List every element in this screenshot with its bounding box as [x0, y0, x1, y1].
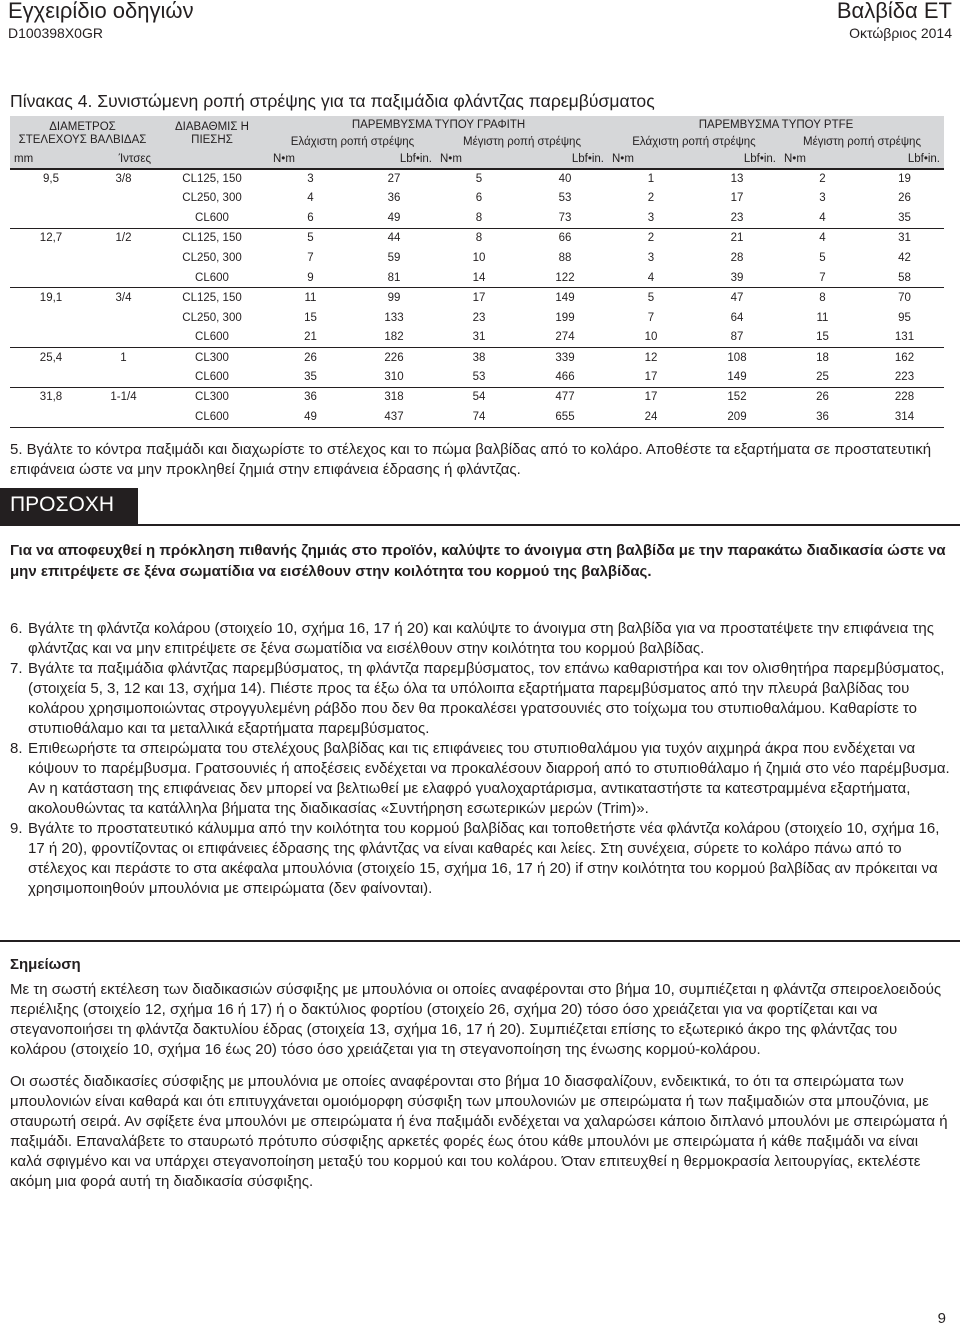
torque-value-cell: 21 — [730, 232, 744, 245]
torque-value-cell: 655 — [522, 407, 608, 427]
header-unit-lbfin: Lbf•in. — [352, 151, 436, 169]
step-number: 9. — [10, 820, 23, 837]
product-name: Βαλβίδα ET — [836, 0, 952, 23]
torque-value-cell: 35 — [269, 367, 352, 387]
diameter-inches-cell — [92, 248, 155, 268]
torque-value-cell: 87 — [694, 328, 780, 348]
diameter-mm-cell — [10, 208, 92, 228]
pressure-class-cell: CL600 — [155, 268, 269, 288]
pressure-class-cell: CL300 — [195, 391, 229, 404]
diameter-mm-cell: 12,7 — [39, 232, 63, 245]
torque-value-cell: 4 — [307, 192, 314, 205]
torque-value-cell: 49 — [269, 407, 352, 427]
torque-value-cell: 11 — [816, 311, 829, 324]
torque-value-cell: 339 — [555, 351, 575, 364]
torque-value-cell: 5 — [647, 292, 655, 305]
diameter-mm-cell: 9,5 — [43, 172, 59, 185]
torque-value-cell: 24 — [608, 407, 694, 427]
torque-value-cell: 15 — [304, 311, 317, 324]
torque-value-cell: 223 — [865, 367, 944, 387]
torque-value-cell: 274 — [522, 328, 608, 348]
torque-value-cell: 3 — [608, 208, 694, 228]
torque-value-cell: 31 — [898, 232, 911, 245]
torque-value-cell: 10 — [608, 328, 694, 348]
table-row — [10, 367, 944, 387]
page-header — [8, 0, 952, 50]
torque-value-cell: 73 — [522, 208, 608, 228]
torque-value-cell: 66 — [558, 232, 572, 245]
pressure-class-cell: CL125, 150 — [182, 172, 242, 185]
torque-value-cell: 58 — [865, 268, 944, 288]
table-row — [10, 288, 944, 308]
table-row — [10, 208, 944, 228]
torque-value-cell: 1 — [647, 172, 655, 185]
diameter-inches-cell — [92, 208, 155, 228]
torque-value-cell: 25 — [780, 367, 865, 387]
torque-value-cell: 53 — [558, 192, 572, 205]
torque-value-cell: 6 — [475, 192, 483, 205]
pressure-class-cell: CL300 — [195, 351, 229, 364]
torque-value-cell: 437 — [352, 407, 436, 427]
torque-value-cell: 199 — [555, 311, 575, 324]
torque-value-cell: 466 — [522, 367, 608, 387]
header-unit-inches: Ίντσες — [92, 151, 155, 169]
torque-value-cell: 49 — [352, 208, 436, 228]
torque-value-cell: 133 — [384, 311, 404, 324]
diameter-inches-cell — [92, 308, 155, 328]
diameter-inches-cell — [92, 188, 155, 208]
torque-value-cell: 3 — [819, 192, 826, 205]
header-ptfe-max-torque: Μέγιστη ροπή στρέψης — [780, 134, 944, 152]
caution-text: Για να αποφευχθεί η πρόκληση πιθανής ζημιάς στο προϊόν, καλύψτε το άνοιγμα στη βαλβίδα με την παρακάτω διαδικασία ώστε να μην επιτρέψετε σε ξένα σωματίδια να εισέλθουν στην κοιλότητα του κορμού της βαλβίδας. — [10, 542, 946, 580]
torque-value-cell: 17 — [608, 367, 694, 387]
table-row — [10, 348, 944, 368]
manual-title: Εγχειρίδιο οδηγιών — [8, 0, 194, 23]
page-number: 9 — [937, 1310, 946, 1327]
torque-value-cell: 5 — [307, 232, 314, 245]
step-number: 8. — [10, 740, 23, 757]
torque-value-cell: 14 — [436, 268, 522, 288]
torque-value-cell: 131 — [865, 328, 944, 348]
torque-value-cell: 36 — [387, 192, 401, 205]
pressure-class-cell: CL125, 150 — [182, 292, 242, 305]
diameter-mm-cell: 25,4 — [39, 351, 63, 364]
torque-value-cell: 8 — [819, 292, 826, 305]
diameter-mm-cell — [10, 248, 92, 268]
publication-date: Οκτώβριος 2014 — [849, 25, 952, 41]
torque-value-cell: 13 — [730, 172, 744, 185]
torque-value-cell: 11 — [304, 292, 317, 305]
document-number: D100398X0GR — [8, 25, 103, 41]
torque-table — [10, 116, 944, 428]
table-row — [10, 248, 944, 268]
torque-value-cell: 4 — [608, 268, 694, 288]
header-ptfe-packing: ΠΑΡΕΜΒΥΣΜΑ ΤΥΠΟΥ PTFE — [608, 116, 944, 134]
table-row — [10, 407, 944, 427]
header-unit-lbfin: Lbf•in. — [522, 151, 608, 169]
header-blank — [155, 151, 269, 169]
torque-value-cell: 149 — [555, 292, 575, 305]
note-body — [10, 980, 950, 1204]
torque-value-cell: 54 — [472, 391, 486, 404]
note-label: Σημείωση — [10, 956, 81, 973]
header-unit-nm: N•m — [269, 151, 352, 169]
step-text: Βγάλτε τα παξιμάδια φλάντζας παρεμβύσματος, τη φλάντζα παρεμβύσματος, τον επάνω καθαριστήρα και τον ολισθητήρα παρεμβύσματος, (στοιχεία 5, 3, 12 και 13, σχήμα 14). Πιέστε προς τα έξω όλα τα υπόλοιπα εξαρτήματα παρεμβύσματος από την πλευρά βαλβίδας του κολάρου χρησιμοποιώντας στρογγυλεμένη ράβδο που δεν θα προκαλέσει γρατσουνιές στο τοίχωμα του στυπιοθαλάμου. Καθαρίστε το στυπιοθάλαμο και τα μεταλλικά εξαρτήματα παρεμβύσματος. — [28, 660, 945, 737]
torque-value-cell: 23 — [472, 311, 486, 324]
torque-value-cell: 17 — [472, 292, 486, 305]
torque-value-cell: 47 — [730, 292, 744, 305]
torque-value-cell: 53 — [436, 367, 522, 387]
torque-value-cell: 4 — [819, 232, 826, 245]
header-unit-lbfin: Lbf•in. — [865, 151, 944, 169]
step-8 — [10, 739, 950, 819]
torque-value-cell: 39 — [694, 268, 780, 288]
torque-value-cell: 17 — [644, 391, 658, 404]
torque-value-cell: 12 — [644, 351, 658, 364]
torque-value-cell: 74 — [436, 407, 522, 427]
pressure-class-cell: CL600 — [155, 407, 269, 427]
torque-value-cell: 9 — [269, 268, 352, 288]
diameter-mm-cell — [10, 308, 92, 328]
torque-value-cell: 8 — [475, 232, 483, 245]
torque-value-cell: 2 — [647, 232, 655, 245]
note-divider — [0, 940, 960, 942]
torque-value-cell: 3 — [647, 252, 655, 264]
step-number: 7. — [10, 660, 23, 677]
pressure-class-cell: CL600 — [155, 208, 269, 228]
torque-value-cell: 99 — [387, 292, 401, 305]
table-row — [10, 228, 944, 248]
header-pressure-class: ΔΙΑΒΑΘΜΙΣ Η ΠΙΕΣΗΣ — [155, 116, 269, 151]
torque-value-cell: 182 — [352, 328, 436, 348]
table-title: Πίνακας 4. Συνιστώμενη ροπή στρέψης για τα παξιμάδια φλάντζας παρεμβύσματος — [10, 91, 655, 111]
step-9 — [10, 819, 950, 899]
step-6 — [10, 619, 950, 659]
torque-value-cell: 95 — [898, 311, 911, 324]
torque-value-cell: 122 — [522, 268, 608, 288]
caution-label: ΠΡΟΣΟΧΗ — [0, 488, 138, 526]
torque-value-cell: 108 — [727, 351, 747, 364]
torque-value-cell: 40 — [558, 172, 572, 185]
torque-value-cell: 36 — [304, 391, 317, 404]
torque-value-cell: 35 — [865, 208, 944, 228]
pressure-class-cell: CL250, 300 — [182, 311, 242, 324]
diameter-inches-cell — [92, 268, 155, 288]
diameter-mm-cell — [10, 407, 92, 427]
header-unit-nm: N•m — [436, 151, 522, 169]
header-stem-diameter: ΔΙΑΜΕΤΡΟΣ ΣΤΕΛΕΧΟΥΣ ΒΑΛΒΙΔΑΣ — [10, 116, 155, 151]
torque-value-cell: 152 — [727, 391, 747, 404]
torque-value-cell: 477 — [555, 391, 575, 404]
torque-value-cell: 59 — [387, 252, 401, 264]
header-graphite-min-torque: Ελάχιστη ροπή στρέψης — [269, 134, 436, 152]
table-row — [10, 328, 944, 348]
torque-value-cell: 31 — [436, 328, 522, 348]
diameter-inches-cell — [92, 407, 155, 427]
diameter-mm-cell — [10, 268, 92, 288]
table-row — [10, 188, 944, 208]
torque-value-cell: 27 — [387, 172, 401, 185]
step-text: Επιθεωρήστε τα σπειρώματα του στελέχους βαλβίδας και τις επιφάνειες του στυπιοθαλάμου για τυχόν αιχμηρά άκρα που ενδέχεται να κόψουν το παρέμβυσμα. Γρατσουνιές ή αποξέσεις ενδέχεται να προκαλέσουν διαρροή από το στυπιοθάλαμο ή ζημιά στο νέο παρέμβυσμα. Αν η κατάσταση της επιφάνειας δεν μπορεί να βελτιωθεί με ελαφρό γυαλοχαρτάρισμα, αντικαταστήστε τα κατεστραμμένα εξαρτήματα, ακολουθώντας τα κατάλληλα βήματα της διαδικασίας «Συντήρηση εσωτερικών μερών (Trim)». — [28, 740, 950, 817]
torque-value-cell: 4 — [780, 208, 865, 228]
torque-value-cell: 26 — [816, 391, 829, 404]
header-unit-nm: N•m — [780, 151, 865, 169]
torque-value-cell: 5 — [819, 252, 826, 264]
table-row — [10, 169, 944, 189]
diameter-mm-cell: 19,1 — [39, 292, 63, 305]
note-paragraph: Οι σωστές διαδικασίες σύσφιξης με μπουλόνια με οποίες αναφέρονται στο βήμα 10 διασφαλίζουν, ενδεικτικά, το ότι τα σπειρώματα των μπουλονιών είναι καθαρά και ότι επιτυγχάνεται ομοιόμορφη σύσφιξη των μπουλονιών με σπειρώματα ή των παξιμαδιών στα μπουζόνια, με σταυρωτή σειρά. Αν σφίξετε ένα μπουλόνι με σπειρώματα ή ένα παξιμάδι ενδέχεται να χαλαρώσει κάποιο διπλανό μπουλόνι με σπειρώματα ή παξιμάδι. Επαναλάβετε το σταυρωτό πρότυπο σύσφιξης αρκετές φορές έως ότου κάθε μπουλόνι με σπειρώματα ή κάθε παξιμάδι να είναι καλά σφιγμένο και να υπάρχει στεγανοποίηση μεταξύ του κορμού και του κολάρου. Όταν επιτευχθεί η θερμοκρασία λειτουργίας, εκτελέστε ακόμη μια φορά αυτή τη διαδικασία σύσφιξης. — [10, 1073, 948, 1190]
diameter-mm-cell — [10, 188, 92, 208]
pressure-class-cell: CL250, 300 — [182, 252, 242, 264]
header-ptfe-min-torque: Ελάχιστη ροπή στρέψης — [608, 134, 780, 152]
torque-value-cell: 7 — [647, 311, 655, 324]
torque-value-cell: 228 — [894, 391, 915, 404]
table-row — [10, 308, 944, 328]
pressure-class-cell: CL600 — [155, 367, 269, 387]
header-unit-mm: mm — [10, 151, 92, 169]
diameter-inches-cell — [92, 328, 155, 348]
torque-value-cell: 7 — [307, 252, 314, 264]
pressure-class-cell: CL600 — [155, 328, 269, 348]
step-number: 6. — [10, 620, 23, 637]
torque-value-cell: 162 — [894, 351, 915, 364]
diameter-mm-cell — [10, 367, 92, 387]
torque-value-cell: 314 — [865, 407, 944, 427]
torque-value-cell: 70 — [898, 292, 911, 305]
torque-value-cell: 209 — [694, 407, 780, 427]
header-graphite-max-torque: Μέγιστη ροπή στρέψης — [436, 134, 608, 152]
torque-value-cell: 64 — [730, 311, 744, 324]
torque-value-cell: 36 — [780, 407, 865, 427]
torque-value-cell: 18 — [816, 351, 829, 364]
torque-value-cell: 23 — [694, 208, 780, 228]
torque-value-cell: 19 — [898, 172, 911, 185]
torque-value-cell: 10 — [472, 252, 486, 264]
pressure-class-cell: CL125, 150 — [182, 232, 242, 245]
diameter-inches-cell: 3/4 — [115, 292, 132, 305]
diameter-mm-cell — [10, 328, 92, 348]
step-7 — [10, 659, 950, 739]
torque-value-cell: 28 — [730, 252, 744, 264]
torque-value-cell: 44 — [387, 232, 401, 245]
torque-value-cell: 5 — [475, 172, 483, 185]
procedure-steps — [10, 619, 950, 899]
torque-value-cell: 17 — [730, 192, 744, 205]
diameter-inches-cell: 1-1/4 — [110, 391, 137, 404]
table-row — [10, 387, 944, 407]
diameter-mm-cell: 31,8 — [39, 391, 63, 404]
torque-value-cell: 226 — [384, 351, 404, 364]
torque-value-cell: 26 — [304, 351, 317, 364]
torque-value-cell: 2 — [819, 172, 826, 185]
torque-value-cell: 88 — [558, 252, 572, 264]
header-unit-nm: N•m — [608, 151, 694, 169]
torque-value-cell: 42 — [898, 252, 911, 264]
torque-value-cell: 6 — [269, 208, 352, 228]
torque-value-cell: 21 — [269, 328, 352, 348]
torque-value-cell: 81 — [352, 268, 436, 288]
diameter-inches-cell: 3/8 — [115, 172, 132, 185]
torque-value-cell: 38 — [472, 351, 486, 364]
diameter-inches-cell: 1 — [120, 351, 127, 364]
torque-value-cell: 3 — [307, 172, 314, 185]
table-row — [10, 268, 944, 288]
torque-value-cell: 149 — [694, 367, 780, 387]
diameter-inches-cell — [92, 367, 155, 387]
diameter-inches-cell: 1/2 — [115, 232, 132, 245]
torque-value-cell: 7 — [780, 268, 865, 288]
step-text: Βγάλτε το προστατευτικό κάλυμμα από την κοιλότητα του κορμού βαλβίδας και τοποθετήστε νέα φλάντζα κολάρου (στοιχείο 10, σχήμα 16, 17 ή 20), φροντίζοντας οι επιφάνειες έδρασης της φλάντζας να είναι καθαρές και λείες. Στη συνέχεια, σύρετε το κολάρο πάνω από το στέλεχος και περάστε το στα ακέφαλα μπουλόνια (στοιχείο 15, σχήμα 16, 17 ή 20) if στην κοιλότητα του κορμού βαλβίδας αν πρόκειται να χρησιμοποιηθούν μπουλόνια με σπειρώματα (δεν φαίνονται). — [28, 820, 940, 897]
torque-value-cell: 2 — [647, 192, 655, 205]
torque-value-cell: 15 — [780, 328, 865, 348]
torque-value-cell: 26 — [898, 192, 911, 205]
note-paragraph: Με τη σωστή εκτέλεση των διαδικασιών σύσφιξης με μπουλόνια οι οποίες αναφέρονται στο βήμα 10, συμπιέζεται η φλάντζα σπειροελοειδούς περιέλιξης (στοιχείο 12, σχήμα 16 ή 17) ή ο δακτύλιος φορτίου (στοιχείο 26, σχήμα 20) τόσο όσο χρειάζεται για να φορτίζεται και να στεγανοποιήσει τη φλάντζα δακτυλίου έδρας (στοιχεία 13, σχήμα 16, 17 ή 20). Συμπιέζεται επίσης το εξωτερικό άκρο της φλάντζας του κολάρου (στοιχείο 10, σχήμα 16 έως 20) τόσο όσο χρειάζεται για τη στεγανοποίηση της ένωσης κορμού-κολάρου. — [10, 981, 942, 1058]
torque-table-body — [10, 169, 944, 428]
step-text: Βγάλτε τη φλάντζα κολάρου (στοιχείο 10, σχήμα 16, 17 ή 20) και καλύψτε το άνοιγμα στη βαλβίδα για να προστατέψετε την επιφάνεια της φλάντζας και να μην επιτρέψετε σε ξένα σωματίδια να εισέλθουν στην κοιλότητα του κορμού βαλβίδας. — [28, 620, 934, 657]
torque-value-cell: 8 — [436, 208, 522, 228]
caution-divider — [0, 524, 960, 526]
torque-value-cell: 310 — [352, 367, 436, 387]
header-graphite-packing: ΠΑΡΕΜΒΥΣΜΑ ΤΥΠΟΥ ΓΡΑΦΙΤΗ — [269, 116, 608, 134]
pressure-class-cell: CL250, 300 — [182, 192, 242, 205]
step-5: 5. Βγάλτε το κόντρα παξιμάδι και διαχωρίστε το στέλεχος και το πώμα βαλβίδας από το κολάρο. Αποθέστε τα εξαρτήματα σε προστατευτική επιφάνεια ώστε να μην προκληθεί ζημιά στην επιφάνεια έδρασης ή φλάντζας. — [10, 441, 932, 478]
header-unit-lbfin: Lbf•in. — [694, 151, 780, 169]
torque-value-cell: 318 — [384, 391, 404, 404]
